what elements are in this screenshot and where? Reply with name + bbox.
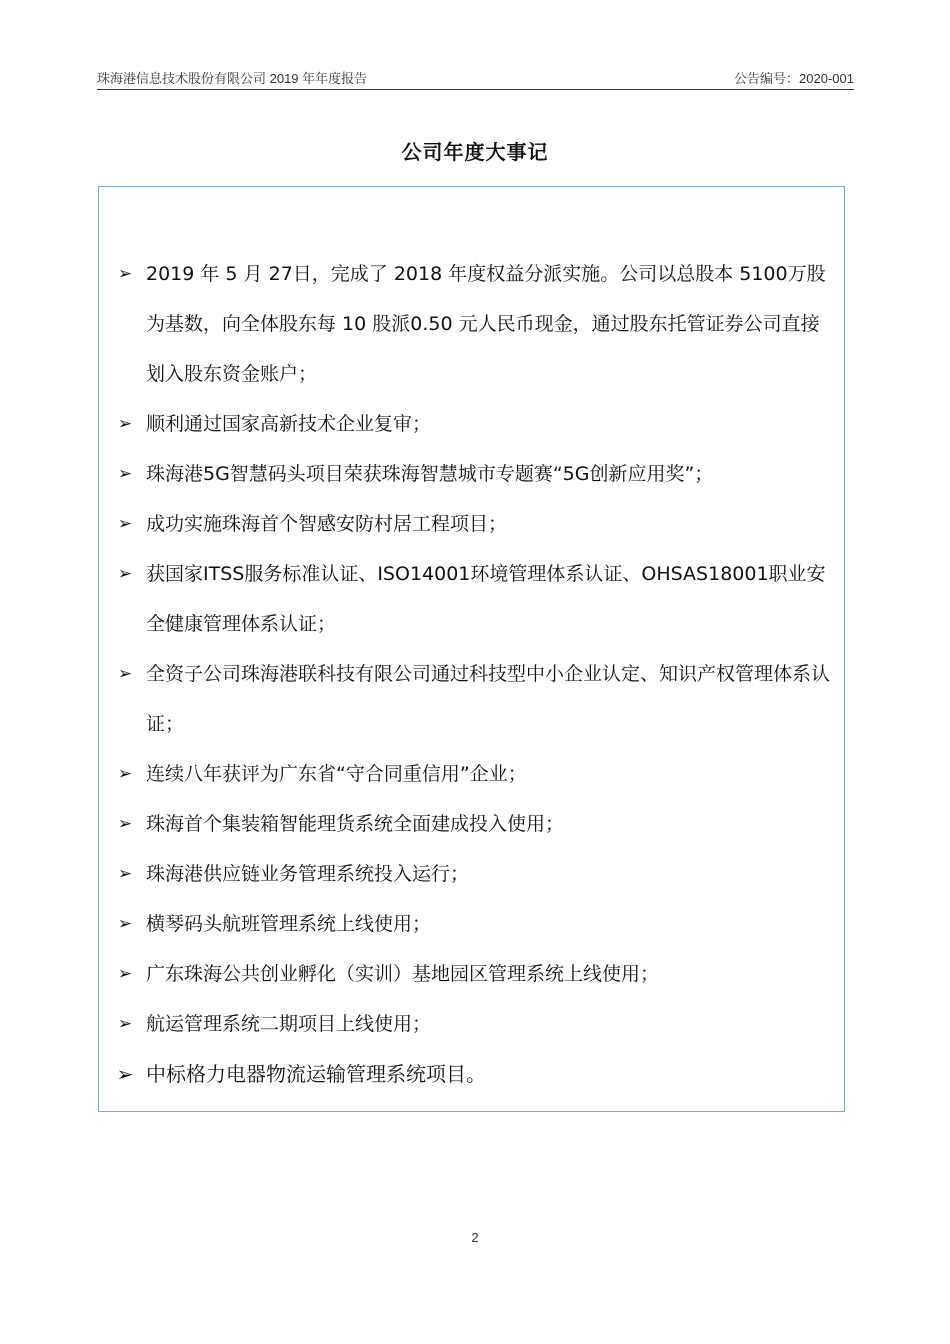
arrow-bullet-icon: ➢ (117, 414, 133, 434)
arrow-bullet-icon: ➢ (117, 464, 133, 484)
event-text: 珠海港5G智慧码头项目荣获珠海智慧城市专题赛“5G创新应用奖”； (146, 463, 714, 485)
list-item (99, 949, 844, 999)
list-item (99, 649, 844, 749)
arrow-bullet-icon: ➢ (117, 264, 133, 284)
event-text: 珠海港供应链业务管理系统投入运行； (146, 863, 470, 885)
arrow-bullet-icon: ➢ (117, 964, 133, 984)
announcement-number: 公告编号：2020-001 (734, 71, 854, 86)
arrow-bullet-icon: ➢ (117, 564, 133, 584)
event-text: 横琴码头航班管理系统上线使用； (146, 913, 432, 935)
events-list (99, 249, 844, 1099)
event-text: 连续八年获评为广东省“守合同重信用”企业； (146, 763, 527, 785)
arrow-bullet-icon: ➢ (117, 514, 133, 534)
event-text: 珠海首个集装箱智能理货系统全面建成投入使用； (146, 813, 565, 835)
arrow-bullet-icon: ➢ (117, 764, 133, 784)
event-text: 航运管理系统二期项目上线使用； (146, 1013, 432, 1035)
page-header (97, 64, 854, 90)
arrow-bullet-icon: ➢ (117, 814, 133, 834)
arrow-bullet-icon: ➢ (116, 1062, 134, 1086)
event-text: 2019 年 5 月 27日，完成了 2018 年度权益分派实施。公司以总股本 5100万股为基数，向全体股东每 10 股派0.50 元人民币现金，通过股东托管证券公司直接划入股东资金账户； (146, 263, 826, 385)
arrow-bullet-icon: ➢ (117, 1014, 133, 1034)
event-text: 顺利通过国家高新技术企业复审； (146, 413, 432, 435)
event-text: 成功实施珠海首个智感安防村居工程项目； (146, 513, 508, 535)
page-number: 2 (471, 1230, 479, 1245)
list-item (99, 849, 844, 899)
list-item (99, 899, 844, 949)
list-item (99, 249, 844, 399)
arrow-bullet-icon: ➢ (117, 914, 133, 934)
list-item (99, 1049, 844, 1099)
events-box (98, 186, 845, 1112)
list-item (99, 549, 844, 649)
arrow-bullet-icon: ➢ (117, 864, 133, 884)
list-item (99, 999, 844, 1049)
list-item (99, 749, 844, 799)
list-item (99, 449, 844, 499)
list-item (99, 399, 844, 449)
list-item (99, 799, 844, 849)
page-title: 公司年度大事记 (401, 140, 549, 164)
event-text: 中标格力电器物流运输管理系统项目。 (146, 1062, 486, 1086)
list-item (99, 499, 844, 549)
event-text: 获国家ITSS服务标准认证、ISO14001环境管理体系认证、OHSAS18001职业安全健康管理体系认证； (146, 563, 826, 635)
report-title: 珠海港信息技术股份有限公司 2019 年年度报告 (97, 71, 368, 86)
arrow-bullet-icon: ➢ (117, 664, 133, 684)
event-text: 全资子公司珠海港联科技有限公司通过科技型中小企业认定、知识产权管理体系认证； (146, 663, 831, 735)
event-text: 广东珠海公共创业孵化（实训）基地园区管理系统上线使用； (146, 963, 660, 985)
